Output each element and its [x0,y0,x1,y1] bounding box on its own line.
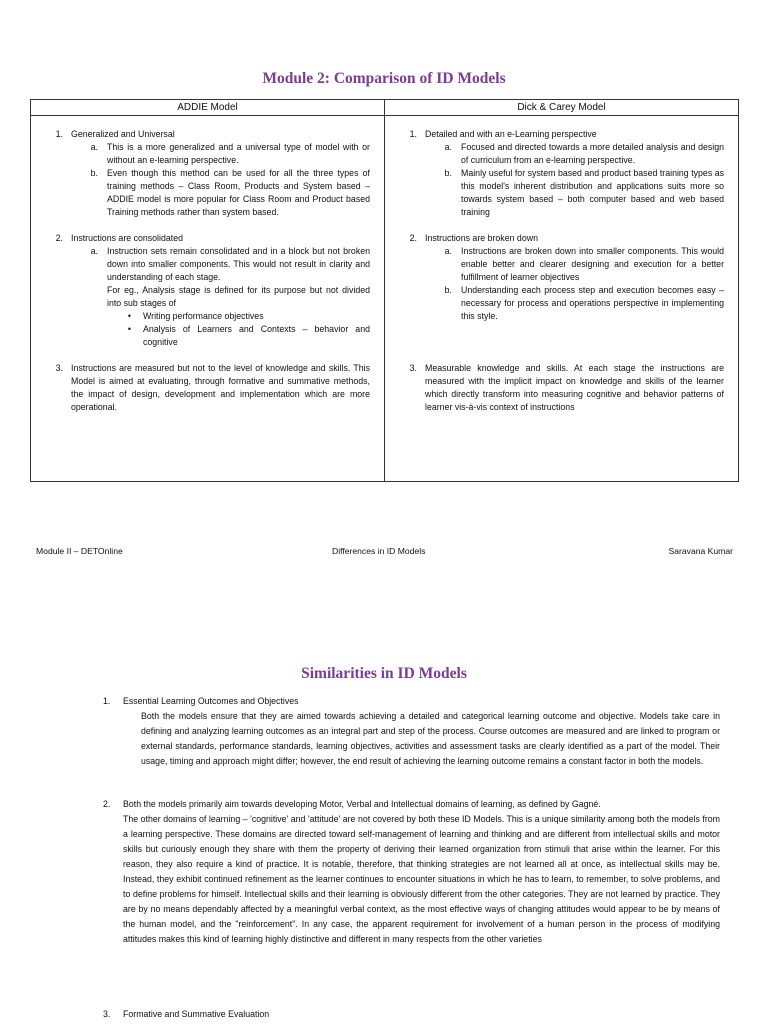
similarity-heading: Formative and Summative Evaluation [123,1009,270,1019]
comparison-table [30,99,739,482]
similarity-item-2: 2. Both the models primarily aim towards developing Motor, Verbal and Intellectual domains of learning, as defined by Gagné. The other domains of learning – 'cognitive' and 'attitude' are not covered by both these ID Models. This is a unique similarity among both the models from a learning perspective. These domains are directed toward self-management of learning and thinking and are different from intellectual skills and motor skills but curiously enough they share with them the property of deriving their learned organization from stimuli that arise within the learner. For this reason, they also require a kind of practice. It is notable, therefore, that thinking strategies are not learned all at once, as intellectual skills may be. Instead, they exhibit continued refinement as the learner continues to encounter situations in which he has to learn, to remember, to solve problems, and to define problems for himself. Intellectual skills and their learning is obviously different from the other categories. They are not learned by practice. They are by no means dependably affected by a meaningful verbal context, as the most effective ways of changing attitudes would appear to be by means of the human model, and the "reinforcement". In any case, the apparent requirement for involvement of a human person in the process of modifying attitudes makes this kind of learning highly distinctive and different in many respects from the other varieties [103,797,720,947]
footer-left: Module II – DETOnline [36,546,123,556]
section-title: Similarities in ID Models [301,665,467,682]
similarity-paragraph: Both the models ensure that they are aimed towards achieving a detailed and categorical learning outcome and objective. Models take care in defining and analyzing learning outcomes as an integral part and step of the process. Course outcomes are measured and are linked to program or external standards, performance standards, learning objectives, activities and assessment tasks are clearly identified as a part of the model. Their usage, timing and approach might differ; however, the end result of achieving the learning outcome remains a constant factor in both the models. [141,711,720,766]
similarity-lead: Both the models primarily aim towards developing Motor, Verbal and Intellectual domains of learning, as defined by Gagné. [123,799,601,809]
addie-cell [31,116,385,482]
addie-example-note: For eg., Analysis stage is defined for its purpose but not divided into sub stages of [107,285,370,308]
page-title: Module 2: Comparison of ID Models [262,70,506,87]
dick-item-2: 2. Instructions are broken down a. Instructions are broken down into smaller components. This would enable better and clearer designing and execution for a better fulfillment of learner objectives b. Understanding each process step and execution becomes easy – necessary for process and operations perspective in implementing this style. [409,233,724,321]
page-footer [36,546,733,558]
bullet-icon: • [127,324,131,334]
bullet-icon: • [127,311,131,321]
addie-item-3: 3. Instructions are measured but not to the level of knowledge and skills. This Model is aimed at evaluating, through formative and summative methods, the impact of design, development and implementation which are more operational. [55,363,370,412]
column-header-dick-carey: Dick & Carey Model [385,100,739,116]
dick-carey-cell [385,116,739,482]
dick-item-1: 1. Detailed and with an e-Learning perspective a. Focused and directed towards a more detailed analysis and design of curriculum from an e-learning perspective. b. Mainly useful for system based and product based training types as this model's inherent distribution and applications suits more so towards system based – both computer based and web based training [409,129,724,217]
similarity-item-1: 1. Essential Learning Outcomes and Objectives Both the models ensure that they are aimed towards achieving a detailed and categorical learning outcome and objective. Models take care in defining and analyzing learning outcomes as an integral part and step of the process. Course outcomes are measured and are linked to program or external standards, performance standards, learning objectives, activities and assessment tasks are clearly identified as a part of the model. Their usage, timing and approach might differ; however, the end result of achieving the learning outcome remains a constant factor in both the models. [103,694,720,769]
similarity-item-3: 3. Formative and Summative Evaluation [103,1007,720,1022]
addie-item-2: 2. Instructions are consolidated a. Instruction sets remain consolidated and in a block but not broken down into smaller components. This would not result in clarity and understanding of each stage. For eg., Analysis stage is defined for its purpose but not divided into sub stages of • Writing performance objectives • Analysis of Learners and Contexts – behavior and cognitive [31,232,384,349]
similarity-paragraph: The other domains of learning – 'cognitive' and 'attitude' are not covered by both these ID Models. This is a unique similarity among both the models from a learning perspective. These domains are directed toward self-management of learning and thinking and are different from intellectual skills and motor skills but curiously enough they share with them the property of deriving their learned organization from stimuli that arise within the learner. For this reason, they also require a kind of practice. It is notable, therefore, that thinking strategies are not learned all at once, as intellectual skills may be. Instead, they exhibit continued refinement as the learner continues to encounter situations in which he has to learn, to remember, to solve problems, and to define problems for himself. Intellectual skills and their learning is obviously different from the other categories. They are not learned by practice. They are by no means dependably affected by a meaningful verbal context, as the most effective ways of changing attitudes would appear to be by means of the human model, and the "reinforcement". In any case, the apparent requirement for involvement of a human person in the process of modifying attitudes makes this kind of learning highly distinctive and different in many respects from the other varieties [123,814,720,944]
column-header-addie: ADDIE Model [31,100,385,116]
footer-center: Differences in ID Models [332,546,426,556]
dick-item-3: 3. Measurable knowledge and skills. At each stage the instructions are measured with the implicit impact on knowledge and skills of the learner which directly transform into measuring cognitive and behavior patterns of learner vis-à-vis context of instructions [409,363,724,412]
addie-item-1: 1. Generalized and Universal a. This is a more generalized and a universal type of model with or without an e-learning perspective. b. Even though this method can be used for all the three types of training methods – Class Room, Products and System based – ADDIE model is more popular for Class Room and Product based Training methods rather than system based. [55,129,370,217]
similarity-heading: Essential Learning Outcomes and Objectives [123,696,299,706]
footer-right: Saravana Kumar [668,546,733,556]
